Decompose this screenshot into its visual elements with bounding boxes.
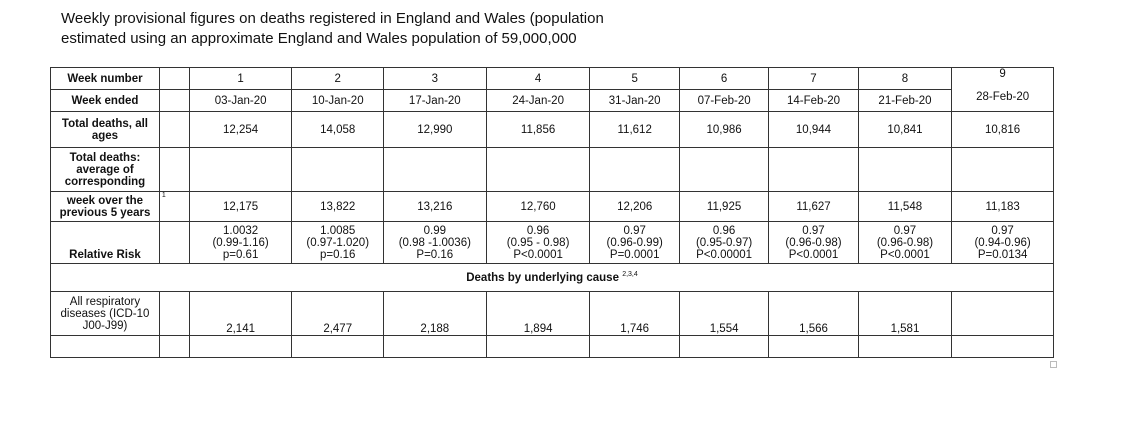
empty-cell [858,336,952,358]
empty-cell [292,336,383,358]
week-ended-cell: 31-Jan-20 [590,90,679,112]
rr-ci: (0.98 -1.0036) [398,236,471,249]
week-number-cell: 7 [769,68,858,90]
deaths-table [50,67,1054,358]
rr-cell [679,222,768,264]
footnote-cell [159,192,189,222]
rr-ci: (0.94-0.96) [974,236,1031,249]
rr-cell [769,222,858,264]
week-number-cell: 1 [189,68,292,90]
title-line-2: estimated using an approximate England and Wales population of 59,000,000 [61,30,577,47]
respiratory-cell [952,292,1054,336]
document-title [61,9,604,49]
respiratory-cell: 1,566 [769,292,858,336]
spacer-cell [159,148,189,192]
footnote-marker: 1 [161,192,166,199]
week-number-cell: 5 [590,68,679,90]
rr-p: P<0.00001 [696,248,753,261]
week-ended-cell: 17-Jan-20 [383,90,486,112]
row-average-label [51,148,1054,192]
spacer-cell [159,90,189,112]
rr-ci: (0.96-0.99) [606,236,663,249]
rr-p: P<0.0001 [788,248,839,261]
row-empty [51,336,1054,358]
rr-p: P=0.0001 [609,248,660,261]
week-number-cell: 3 [383,68,486,90]
week-number-cell: 8 [858,68,952,90]
label-total-deaths: Total deaths, all ages [51,112,160,148]
spacer-cell [159,292,189,336]
empty-cell [51,336,160,358]
rr-ci: (0.96-0.98) [785,236,842,249]
rr-cell [858,222,952,264]
empty-cell [952,148,1054,192]
respiratory-cell: 2,477 [292,292,383,336]
rr-ci: (0.96-0.98) [876,236,934,249]
average-cell: 13,822 [292,192,383,222]
cause-footnote-marker: 2,3,4 [622,271,638,279]
empty-cell [590,336,679,358]
empty-cell [486,148,590,192]
rr-cell [292,222,383,264]
rr-p: P<0.0001 [880,248,930,261]
row-respiratory [51,292,1054,336]
label-average-top: Total deaths: average of corresponding [51,148,160,192]
empty-cell [383,336,486,358]
row-total-deaths [51,112,1054,148]
table-resize-handle[interactable] [1050,361,1057,368]
rr-ci: (0.99-1.16) [212,236,269,249]
average-cell: 12,760 [486,192,590,222]
average-cell: 11,925 [679,192,768,222]
rr-cell [952,222,1054,264]
week-ended-cell: 24-Jan-20 [486,90,590,112]
rr-value: 0.97 [802,224,825,237]
empty-cell [769,148,858,192]
total-deaths-cell: 12,990 [383,112,486,148]
empty-cell [679,336,768,358]
week-ended-cell: 21-Feb-20 [858,90,952,112]
rr-value: 0.97 [991,224,1014,237]
rr-value: 0.97 [893,224,917,237]
row-week-ended [51,90,1054,112]
week-number-cell: 4 [486,68,590,90]
average-cell: 12,175 [189,192,292,222]
rr-p: p=0.16 [319,248,356,261]
cause-header-cell [51,264,1054,292]
week-ended-cell: 10-Jan-20 [292,90,383,112]
week-ended-cell: 14-Feb-20 [769,90,858,112]
empty-cell [189,148,292,192]
empty-cell [858,148,952,192]
week-number-cell: 2 [292,68,383,90]
empty-cell [159,336,189,358]
week-ended-cell: 07-Feb-20 [679,90,768,112]
empty-cell [590,148,679,192]
row-cause-header [51,264,1054,292]
rr-cell [383,222,486,264]
rr-value: 1.0032 [223,224,259,237]
week-number-cell: 6 [679,68,768,90]
spacer-cell [159,68,189,90]
spacer-cell [159,112,189,148]
rr-p: P<0.0001 [513,248,563,261]
row-average-values [51,192,1054,222]
rr-value: 0.96 [526,224,550,237]
week-ended-cell: 28-Feb-20 [976,91,1030,103]
title-line-1: Weekly provisional figures on deaths registered in England and Wales (population [61,10,604,27]
respiratory-cell: 2,141 [189,292,292,336]
rr-value: 0.99 [423,224,447,237]
rr-ci: (0.95-0.97) [695,236,753,249]
empty-cell [769,336,858,358]
empty-cell [486,336,590,358]
label-relative-risk: Relative Risk [51,222,160,264]
total-deaths-cell: 14,058 [292,112,383,148]
respiratory-cell: 1,746 [590,292,679,336]
row-relative-risk [51,222,1054,264]
total-deaths-cell: 10,816 [952,112,1054,148]
label-average-text: week over the previous 5 years [59,194,151,219]
week-ended-cell: 03-Jan-20 [189,90,292,112]
rr-cell [590,222,679,264]
rr-p: P=0.16 [416,248,454,261]
label-respiratory: All respiratory diseases (ICD-10 J00-J99) [51,292,160,336]
total-deaths-cell: 11,856 [486,112,590,148]
rr-p: p=0.61 [222,248,259,261]
empty-cell [189,336,292,358]
label-week-ended: Week ended [51,90,160,112]
rr-value: 0.96 [712,224,736,237]
rr-cell [486,222,590,264]
empty-cell [679,148,768,192]
rr-value: 1.0085 [320,224,356,237]
respiratory-cell: 2,188 [383,292,486,336]
spacer-cell [159,222,189,264]
respiratory-cell: 1,554 [679,292,768,336]
row-week-number [51,68,1054,90]
empty-cell [383,148,486,192]
total-deaths-cell: 10,944 [769,112,858,148]
label-average-bottom [51,192,160,222]
rr-p: P=0.0134 [977,248,1028,261]
empty-cell [292,148,383,192]
week-9-cell [952,68,1054,112]
total-deaths-cell: 10,986 [679,112,768,148]
cause-header: Deaths by underlying cause [466,271,619,284]
empty-cell [952,336,1054,358]
total-deaths-cell: 10,841 [858,112,952,148]
label-week-number: Week number [51,68,160,90]
rr-ci: (0.95 - 0.98) [506,236,570,249]
total-deaths-cell: 11,612 [590,112,679,148]
rr-value: 0.97 [623,224,646,237]
average-cell: 11,627 [769,192,858,222]
rr-ci: (0.97-1.020) [306,236,370,249]
average-cell: 13,216 [383,192,486,222]
week-number-cell: 9 [999,68,1006,80]
average-cell: 11,183 [952,192,1054,222]
average-cell: 12,206 [590,192,679,222]
respiratory-cell: 1,894 [486,292,590,336]
total-deaths-cell: 12,254 [189,112,292,148]
respiratory-cell: 1,581 [858,292,952,336]
average-cell: 11,548 [858,192,952,222]
rr-cell [189,222,292,264]
